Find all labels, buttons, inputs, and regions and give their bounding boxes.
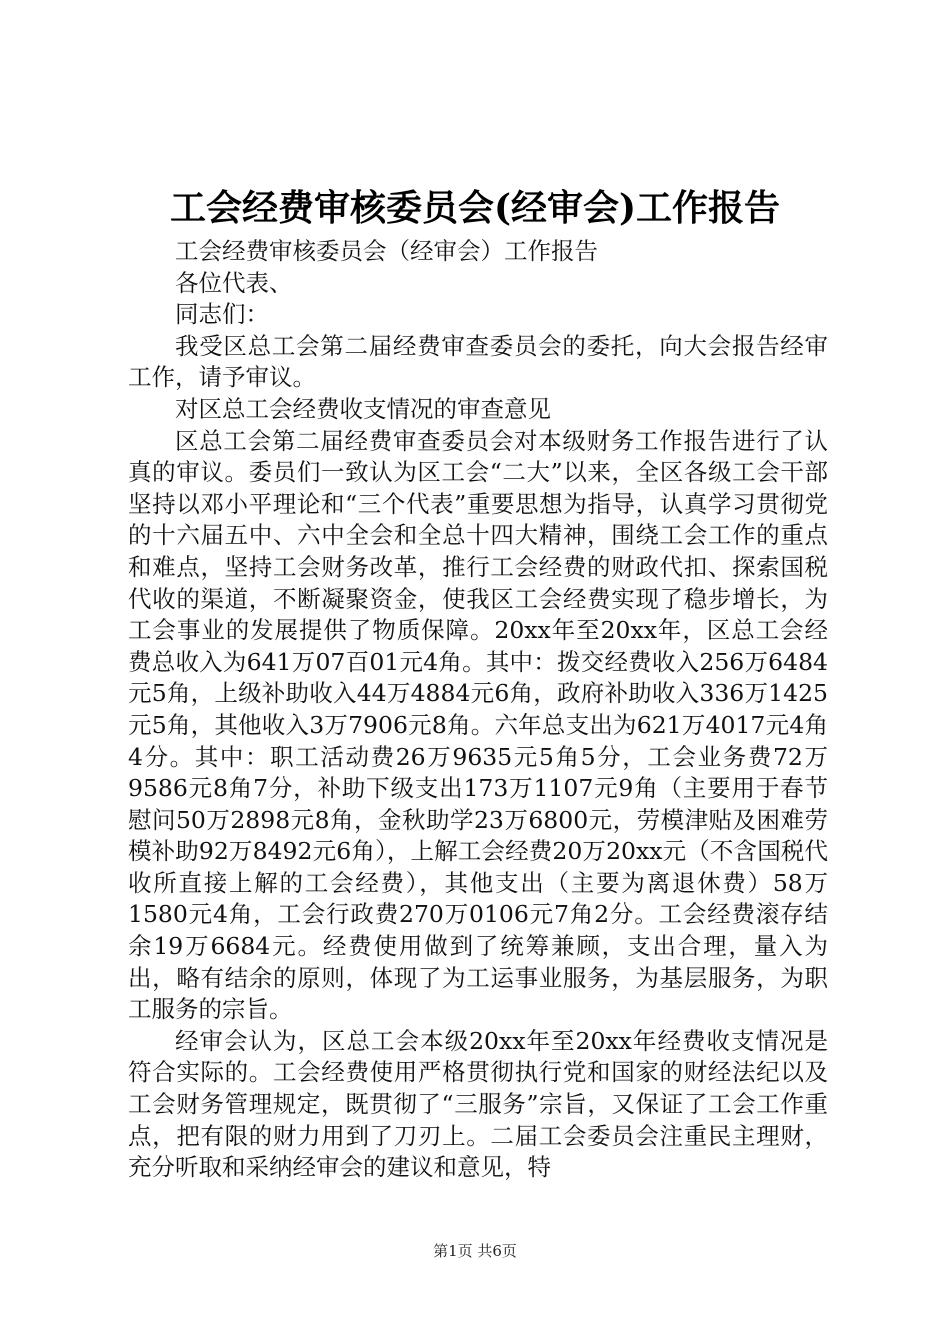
salutation-line-2: 同志们： xyxy=(175,300,269,329)
document-body xyxy=(128,236,828,1184)
page-number: 第1页 共6页 xyxy=(433,1242,517,1260)
conclusion-paragraph: 经审会认为，区总工会本级20xx年至20xx年经费收支情况是符合实际的。工会经费使用严格贯彻执行党和国家的财经法纪以及工会财务管理规定，既贯彻了“三服务”宗旨，又保证了工会工作重点，把有限的财力用到了刀刃上。二届工会委员会注重民主理财，充分听取和采纳经审会的建议和意见，特 xyxy=(128,1026,828,1182)
document-title: 工会经费审核委员会(经审会)工作报告 xyxy=(169,187,781,229)
section-heading: 对区总工会经费收支情况的审查意见 xyxy=(175,394,551,423)
subtitle-line: 工会经费审核委员会（经审会）工作报告 xyxy=(175,237,598,265)
intro-paragraph: 我受区总工会第二届经费审查委员会的委托，向大会报告经审工作，请予审议。 xyxy=(128,331,828,392)
salutation-line-1: 各位代表、 xyxy=(175,268,293,297)
review-paragraph: 区总工会第二届经费审查委员会对本级财务工作报告进行了认真的审议。委员们一致认为区工会“二大”以来，全区各级工会干部坚持以邓小平理论和“三个代表”重要思想为指导，认真学习贯彻党的十六届五中、六中全会和全总十四大精神，围绕工会工作的重点和难点，坚持工会财务改革，推行工会经费的财政代扣、探索国税代收的渠道，不断凝聚资金，使我区工会经费实现了稳步增长，为工会事业的发展提供了物质保障。20xx年至20xx年，区总工会经费总收入为641万07百01元4角。其中：拨交经费收入256万6484元5角，上级补助收入44万4884元6角，政府补助收入336万1425元5角，其他收入3万7906元8角。六年总支出为621万4017元4角4分。其中：职工活动费26万9635元5角5分，工会业务费72万9586元8角7分，补助下级支出173万1107元9角（主要用于春节慰问50万2898元8角，金秋助学23万6800元，劳模津贴及困难劳模补助92万8492元6角），上解工会经费20万20xx元（不含国税代收所直接上解的工会经费），其他支出（主要为离退休费）58万1580元4角，工会行政费270万0106元7角2分。工会经费滚存结余19万6684元。经费使用做到了统筹兼顾，支出合理，量入为出，略有结余的原则，体现了为工运事业服务，为基层服务，为职工服务的宗旨。 xyxy=(128,426,828,1024)
